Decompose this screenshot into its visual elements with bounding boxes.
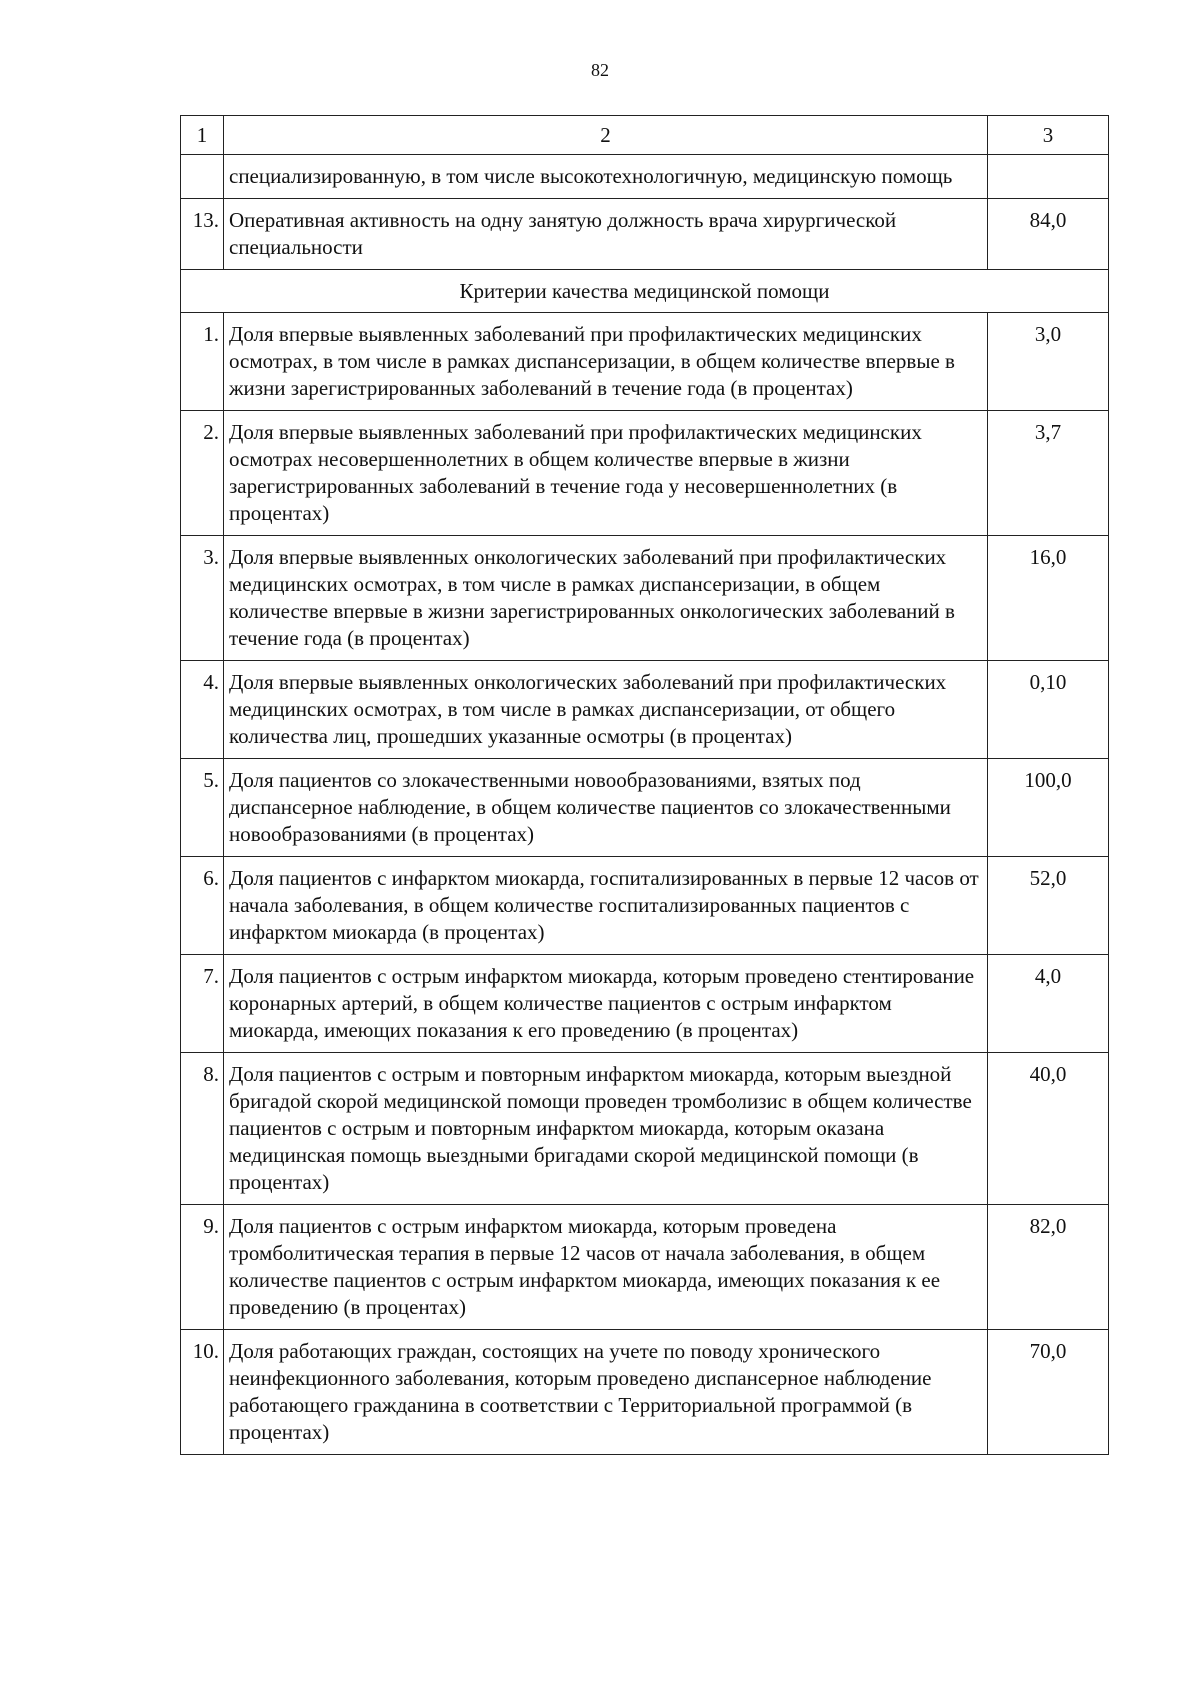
header-cell-indicator: 2 [224, 116, 988, 155]
row-number: 10. [181, 1330, 224, 1455]
row-text: Оперативная активность на одну занятую должность врача хирургической специальности [224, 199, 988, 270]
row-number: 3. [181, 536, 224, 661]
table-header-row [181, 116, 1109, 155]
row-number: 6. [181, 857, 224, 955]
row-number: 4. [181, 661, 224, 759]
continuation-row [181, 155, 1109, 199]
row-value: 3,0 [988, 313, 1109, 411]
table-row [181, 536, 1109, 661]
table-row [181, 411, 1109, 536]
table-row [181, 1330, 1109, 1455]
header-cell-value: 3 [988, 116, 1109, 155]
row-text: Доля пациентов с инфарктом миокарда, госпитализированных в первые 12 часов от начала заболевания, в общем количестве госпитализированных пациентов с инфарктом миокарда (в процентах) [224, 857, 988, 955]
criteria-table [180, 115, 1109, 1455]
row-number [181, 155, 224, 199]
row-text: Доля впервые выявленных заболеваний при профилактических медицинских осмотрах несовершеннолетних в общем количестве впервые в жизни зарегистрированных заболеваний в течение года у несовершеннолетних (в процентах) [224, 411, 988, 536]
section-header-row [181, 270, 1109, 313]
row-value: 4,0 [988, 955, 1109, 1053]
table-row [181, 661, 1109, 759]
table-row [181, 1053, 1109, 1205]
row-value: 16,0 [988, 536, 1109, 661]
table-row [181, 759, 1109, 857]
row-number: 1. [181, 313, 224, 411]
row-value: 82,0 [988, 1205, 1109, 1330]
row-value: 3,7 [988, 411, 1109, 536]
row-number: 8. [181, 1053, 224, 1205]
row-text: Доля пациентов с острым и повторным инфарктом миокарда, которым выездной бригадой скорой медицинской помощи проведен тромболизис в общем количестве пациентов с острым и повторным инфарктом миокарда, которым оказана медицинская помощь выездными бригадами скорой медицинской помощи (в процентах) [224, 1053, 988, 1205]
page-number: 82 [591, 60, 609, 80]
row-number: 2. [181, 411, 224, 536]
row-text: Доля работающих граждан, состоящих на учете по поводу хронического неинфекционного заболевания, которым проведено диспансерное наблюдение работающего гражданина в соответствии с Территориальной программой (в процентах) [224, 1330, 988, 1455]
row-value: 0,10 [988, 661, 1109, 759]
table-row [181, 955, 1109, 1053]
row-text: Доля впервые выявленных онкологических заболеваний при профилактических медицинских осмотрах, в том числе в рамках диспансеризации, в общем количестве впервые в жизни зарегистрированных онкологических заболеваний в течение года (в процентах) [224, 536, 988, 661]
row-value: 84,0 [988, 199, 1109, 270]
header-cell-number: 1 [181, 116, 224, 155]
table-row [181, 1205, 1109, 1330]
row-value [988, 155, 1109, 199]
row-text: специализированную, в том числе высокотехнологичную, медицинскую помощь [224, 155, 988, 199]
table-row [181, 313, 1109, 411]
row-number: 9. [181, 1205, 224, 1330]
table-row [181, 857, 1109, 955]
section-title: Критерии качества медицинской помощи [181, 270, 1109, 313]
row-number: 5. [181, 759, 224, 857]
row-text: Доля пациентов с острым инфарктом миокарда, которым проведено стентирование коронарных артерий, в общем количестве пациентов с острым инфарктом миокарда, имеющих показания к его проведению (в процентах) [224, 955, 988, 1053]
table-body [181, 116, 1109, 1455]
row-number: 13. [181, 199, 224, 270]
row-text: Доля впервые выявленных заболеваний при профилактических медицинских осмотрах, в том числе в рамках диспансеризации, в общем количестве впервые в жизни зарегистрированных заболеваний в течение года (в процентах) [224, 313, 988, 411]
row-number: 7. [181, 955, 224, 1053]
row-value: 52,0 [988, 857, 1109, 955]
row-value: 40,0 [988, 1053, 1109, 1205]
table-row [181, 199, 1109, 270]
row-text: Доля впервые выявленных онкологических заболеваний при профилактических медицинских осмотрах, в том числе в рамках диспансеризации, от общего количества лиц, прошедших указанные осмотры (в процентах) [224, 661, 988, 759]
row-text: Доля пациентов с острым инфарктом миокарда, которым проведена тромболитическая терапия в первые 12 часов от начала заболевания, в общем количестве пациентов с острым инфарктом миокарда, имеющих показания к ее проведению (в процентах) [224, 1205, 988, 1330]
row-value: 100,0 [988, 759, 1109, 857]
row-value: 70,0 [988, 1330, 1109, 1455]
row-text: Доля пациентов со злокачественными новообразованиями, взятых под диспансерное наблюдение, в общем количестве пациентов со злокачественными новообразованиями (в процентах) [224, 759, 988, 857]
